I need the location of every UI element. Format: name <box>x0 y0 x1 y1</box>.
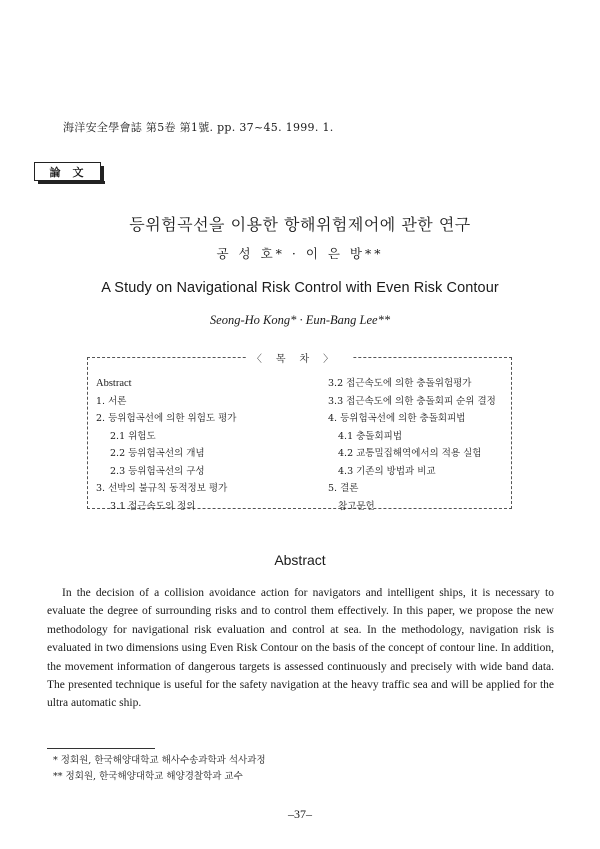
page-number: –37– <box>288 807 312 821</box>
toc-item: 3.3 접근속도에 의한 충돌회피 순위 결정 <box>328 395 496 407</box>
authors-korean: 공 성 호* · 이 은 방** <box>216 246 384 261</box>
toc-item: 4.3 기존의 방법과 비교 <box>338 465 436 477</box>
paper-title-korean: 등위험곡선을 이용한 항해위험제어에 관한 연구 <box>129 215 471 234</box>
paper-title-english: A Study on Navigational Risk Control with Even Risk Contour <box>101 280 499 296</box>
toc-item: 2.1 위험도 <box>110 430 156 442</box>
toc-item: 3. 선박의 불규칙 동적정보 평가 <box>96 483 228 494</box>
toc-left-column <box>96 375 236 515</box>
table-of-contents <box>87 354 512 512</box>
toc-item: 참고문헌 <box>338 500 375 512</box>
toc-item: 5. 결론 <box>328 483 359 494</box>
footnotes <box>53 753 266 785</box>
journal-citation: 海洋安全學會誌 第5卷 第1號. pp. 37~45. 1999. 1. <box>63 121 334 134</box>
toc-item: 4.2 교통밀집해역에서의 적용 실험 <box>338 448 482 459</box>
toc-item: Abstract <box>96 378 132 389</box>
toc-item: 4.1 충돌회피법 <box>338 430 403 442</box>
toc-right-column <box>328 375 496 515</box>
authors-english: Seong-Ho Kong* · Eun-Bang Lee** <box>209 313 391 327</box>
abstract-paragraph: In the decision of a collision avoidance action for navigators and intelligent ships, it is necessary to evaluate the degree of surrounding risks and to control them effectively. In this paper, we propose the new methodology for navigational risk evaluation and control at sea. In the methodology, navigation risk is evaluated in two dimensions using Even Risk Contour on the basis of the concept of contour line. In addition, the movement information of dangerous targets is assessed continuously and precisely with wide band data. The presented technique is useful for the safety navigation at the heavy traffic sea and will be applied for the ultra automatic ship. <box>47 587 554 710</box>
footnote: * 정회원, 한국해양대학교 해사수송과학과 석사과정 <box>53 755 266 766</box>
toc-item: 3.1 접근속도의 정의 <box>110 500 196 512</box>
toc-item: 2.3 등위험곡선의 구성 <box>110 465 205 477</box>
toc-heading: 〈목차〉 <box>246 350 353 365</box>
footnote-divider <box>47 748 155 749</box>
abstract-heading: Abstract <box>274 552 326 568</box>
footnote: ** 정회원, 한국해양대학교 해양경찰학과 교수 <box>53 771 243 782</box>
toc-item: 3.2 접근속도에 의한 충돌위험평가 <box>328 378 472 389</box>
abstract-body <box>47 584 554 713</box>
toc-item: 1. 서론 <box>96 395 127 407</box>
toc-item: 2.2 등위험곡선의 개념 <box>110 448 205 459</box>
toc-item: 2. 등위험곡선에 의한 위험도 평가 <box>96 413 237 424</box>
article-category-label: 論文 <box>34 162 101 181</box>
toc-item: 4. 등위험곡선에 의한 충돌회피법 <box>328 413 466 424</box>
